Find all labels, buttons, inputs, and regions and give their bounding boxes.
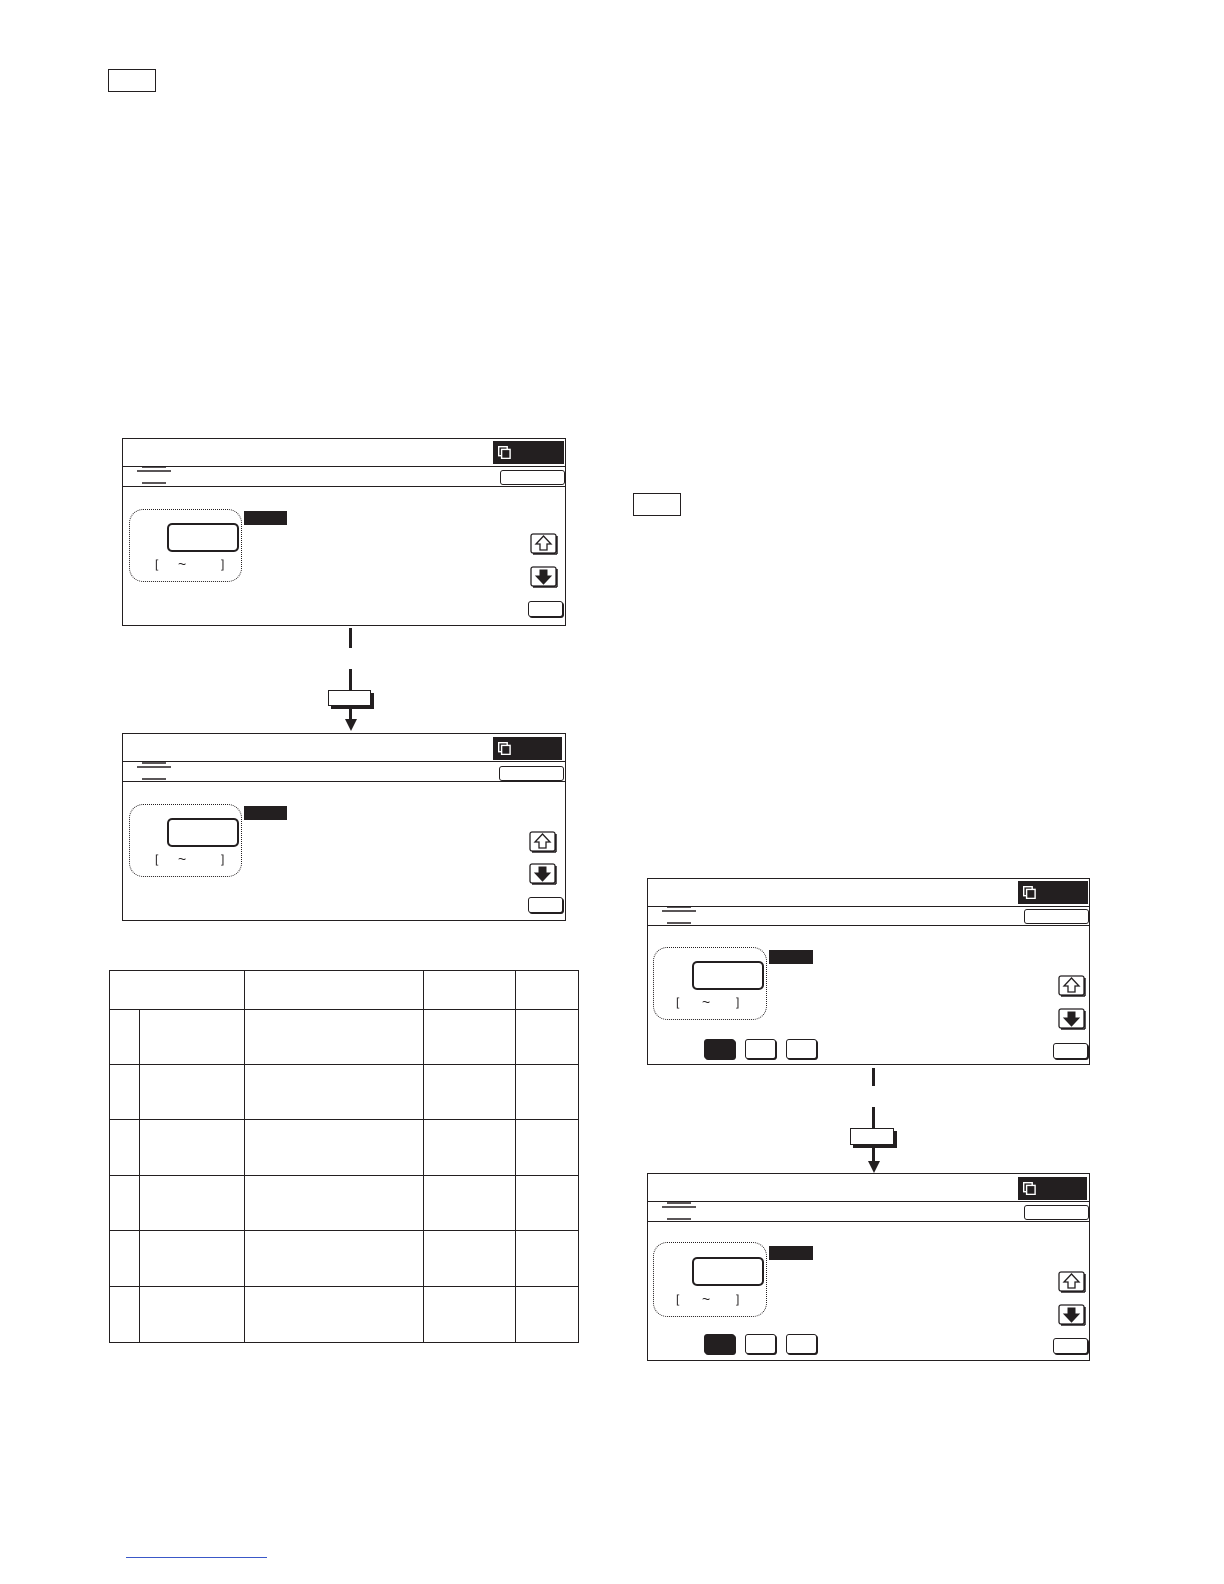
arrow-up-icon[interactable] <box>530 533 558 555</box>
setting-label-block <box>244 806 287 820</box>
table-cell <box>516 1010 579 1065</box>
table-cell <box>516 1231 579 1287</box>
footer-link-underline[interactable] <box>126 1557 267 1558</box>
range-open: [ <box>676 995 680 1009</box>
table-row <box>110 1065 579 1120</box>
mode-badge[interactable] <box>493 737 562 760</box>
range-tilde: ~ <box>702 994 711 1010</box>
table-cell <box>244 1065 424 1120</box>
table-cell <box>516 1176 579 1231</box>
table-cell <box>244 1176 424 1231</box>
range-close: ] <box>221 557 225 571</box>
arrow-up-icon[interactable] <box>1058 1271 1086 1293</box>
flow-connector <box>349 628 352 648</box>
table-cell <box>110 1010 140 1065</box>
range-open: [ <box>155 557 159 571</box>
title-divider <box>123 466 565 467</box>
menu-lines-icon <box>662 1201 696 1223</box>
table-cell <box>139 1010 244 1065</box>
arrow-down-icon[interactable] <box>530 566 558 588</box>
table-row <box>110 1231 579 1287</box>
table-header-cell <box>424 971 516 1010</box>
table-header-cell <box>244 971 424 1010</box>
copy-document-icon <box>498 742 511 755</box>
value-display[interactable] <box>167 523 239 552</box>
copy-document-icon <box>1023 886 1036 899</box>
menu-lines-icon <box>137 761 171 783</box>
select-option-1[interactable] <box>704 1334 735 1354</box>
section-tag-box <box>108 69 156 92</box>
title-divider <box>648 1201 1089 1202</box>
header-pill-button[interactable] <box>499 766 564 781</box>
header-pill-button[interactable] <box>500 470 565 485</box>
table-row <box>110 1176 579 1231</box>
table-cell <box>424 1065 516 1120</box>
header-divider <box>123 486 565 487</box>
copy-document-icon <box>498 446 511 459</box>
screen-4 <box>647 1173 1090 1361</box>
ok-button[interactable] <box>528 601 563 617</box>
range-close: ] <box>736 995 740 1009</box>
arrow-down-icon[interactable] <box>1058 1304 1086 1326</box>
header-divider <box>648 925 1089 926</box>
value-display[interactable] <box>692 1257 764 1286</box>
table-cell <box>110 1120 140 1176</box>
range-tilde: ~ <box>178 851 187 867</box>
table-cell <box>244 1120 424 1176</box>
table-header-cell <box>516 971 579 1010</box>
title-divider <box>123 761 565 762</box>
table-cell <box>516 1287 579 1343</box>
table-cell <box>516 1120 579 1176</box>
arrow-down-icon[interactable] <box>529 863 557 885</box>
table-cell <box>110 1231 140 1287</box>
title-divider <box>648 906 1089 907</box>
table-row <box>110 1120 579 1176</box>
arrow-up-icon[interactable] <box>529 831 557 853</box>
menu-lines-icon <box>662 905 696 927</box>
table-cell <box>424 1176 516 1231</box>
settings-table <box>109 970 579 1343</box>
select-option-3[interactable] <box>786 1334 817 1354</box>
setting-label-block <box>769 1246 813 1260</box>
table-row <box>110 1010 579 1065</box>
select-option-1[interactable] <box>704 1039 735 1059</box>
header-divider <box>648 1221 1089 1222</box>
table-cell <box>139 1120 244 1176</box>
setting-label-block <box>769 950 813 964</box>
ok-button[interactable] <box>1053 1043 1088 1059</box>
setting-label-block <box>244 511 287 525</box>
table-cell <box>110 1287 140 1343</box>
screen-2 <box>122 733 566 921</box>
table-cell <box>424 1231 516 1287</box>
table-header-row <box>110 971 579 1010</box>
arrow-up-icon[interactable] <box>1058 975 1086 997</box>
mode-badge[interactable] <box>493 441 564 464</box>
mode-badge[interactable] <box>1018 1177 1087 1200</box>
header-pill-button[interactable] <box>1024 1205 1089 1220</box>
screen-1 <box>122 438 566 626</box>
menu-lines-icon <box>137 465 171 487</box>
key-button[interactable] <box>328 690 371 706</box>
flow-arrow-head <box>868 1161 880 1173</box>
table-cell <box>424 1010 516 1065</box>
table-header-cell <box>110 971 245 1010</box>
select-option-3[interactable] <box>786 1039 817 1059</box>
flow-arrow-head <box>345 719 357 731</box>
table-cell <box>110 1065 140 1120</box>
header-divider <box>123 781 565 782</box>
range-tilde: ~ <box>702 1291 711 1307</box>
table-cell <box>139 1176 244 1231</box>
select-option-2[interactable] <box>745 1334 776 1354</box>
table-cell <box>516 1065 579 1120</box>
select-option-2[interactable] <box>745 1039 776 1059</box>
subsection-tag-box <box>633 493 681 516</box>
table-cell <box>139 1231 244 1287</box>
ok-button[interactable] <box>1053 1338 1088 1354</box>
table-cell <box>139 1065 244 1120</box>
table-cell <box>424 1287 516 1343</box>
copy-document-icon <box>1023 1182 1036 1195</box>
table-cell <box>244 1231 424 1287</box>
value-display[interactable] <box>692 961 764 990</box>
mode-badge[interactable] <box>1018 881 1088 904</box>
arrow-down-icon[interactable] <box>1058 1008 1086 1030</box>
table-cell <box>110 1176 140 1231</box>
range-open: [ <box>676 1292 680 1306</box>
ok-button[interactable] <box>528 897 563 913</box>
range-close: ] <box>221 852 225 866</box>
range-close: ] <box>736 1292 740 1306</box>
table-cell <box>424 1120 516 1176</box>
table-row <box>110 1287 579 1343</box>
table-cell <box>244 1010 424 1065</box>
screen-3 <box>647 878 1090 1065</box>
key-button[interactable] <box>850 1128 894 1145</box>
range-open: [ <box>155 852 159 866</box>
value-display[interactable] <box>167 818 239 847</box>
range-tilde: ~ <box>178 556 187 572</box>
table-cell <box>244 1287 424 1343</box>
table-cell <box>139 1287 244 1343</box>
header-pill-button[interactable] <box>1024 909 1089 924</box>
flow-connector <box>872 1068 875 1086</box>
